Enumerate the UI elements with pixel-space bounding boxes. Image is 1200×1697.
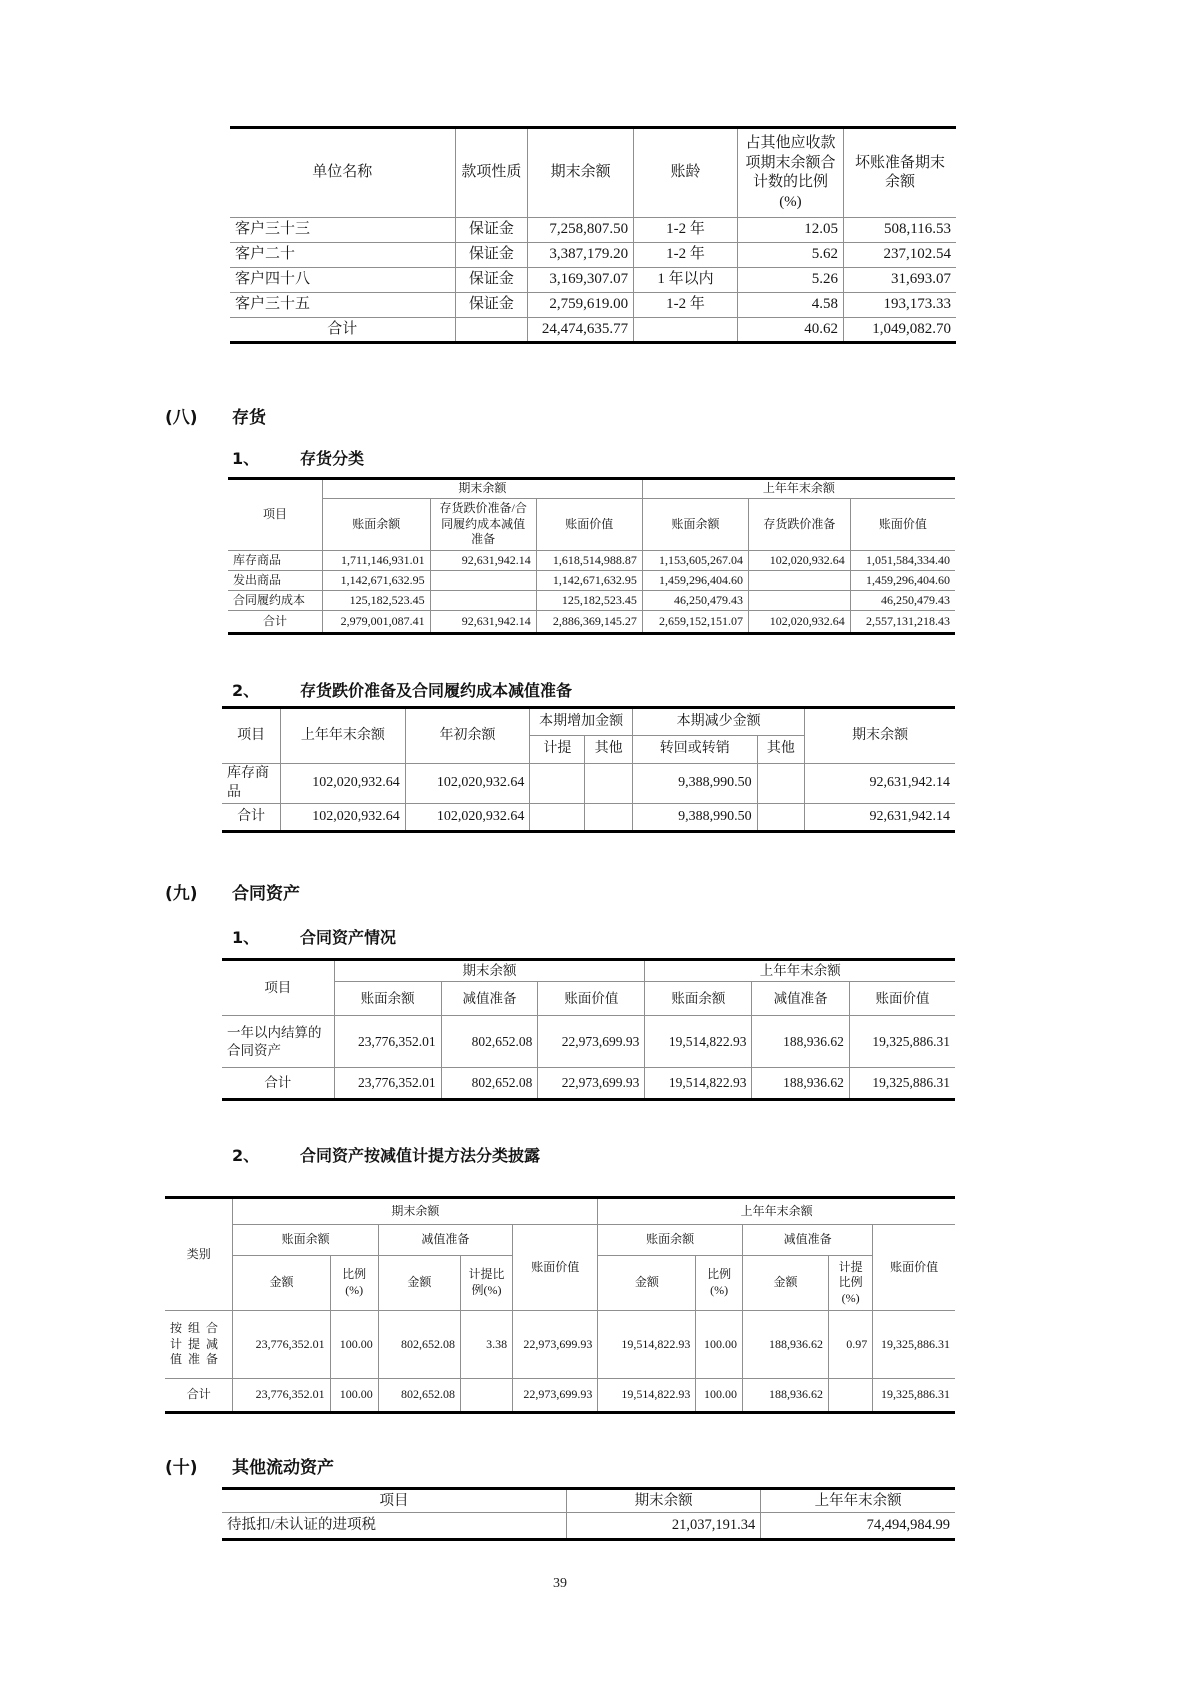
header-cell: 项目 xyxy=(228,479,323,551)
header-cell: 单位名称 xyxy=(230,128,455,218)
header-cell: 账面价值 xyxy=(873,1225,955,1311)
header-cell: 期末余额 xyxy=(805,708,955,764)
header-cell: 比例(%) xyxy=(330,1256,378,1311)
data-cell: 92,631,942.14 xyxy=(430,611,536,634)
data-cell: 保证金 xyxy=(455,293,528,318)
subsection-title: 存货分类 xyxy=(300,449,365,468)
header-cell: 账面价值 xyxy=(538,982,645,1016)
data-cell: 19,325,886.31 xyxy=(849,1016,955,1068)
data-cell: 46,250,479.43 xyxy=(850,591,955,611)
table-row xyxy=(230,218,956,243)
data-cell: 2,886,369,145.27 xyxy=(536,611,642,634)
other-receivables-table xyxy=(230,126,956,344)
table-header-row xyxy=(228,479,955,499)
subsection-number: 1、 xyxy=(232,928,260,947)
data-cell: 0.97 xyxy=(829,1311,873,1379)
header-group-cell: 账面余额 xyxy=(598,1225,743,1256)
data-cell: 92,631,942.14 xyxy=(805,804,955,832)
header-group-cell: 期末余额 xyxy=(233,1198,598,1225)
data-cell: 5.26 xyxy=(737,268,843,293)
data-cell: 74,494,984.99 xyxy=(761,1513,955,1540)
data-cell: 23,776,352.01 xyxy=(233,1311,330,1379)
data-cell: 2,759,619.00 xyxy=(528,293,634,318)
header-cell: 其他 xyxy=(585,736,633,764)
subsection-title: 存货跌价准备及合同履约成本减值准备 xyxy=(300,681,573,700)
data-cell xyxy=(757,804,805,832)
data-cell: 1,153,605,267.04 xyxy=(642,551,748,571)
header-cell: 账面余额 xyxy=(642,499,748,551)
data-cell xyxy=(455,318,528,343)
data-cell: 102,020,932.64 xyxy=(749,611,851,634)
data-cell xyxy=(430,591,536,611)
table-row xyxy=(230,293,956,318)
section-8-1-heading xyxy=(232,449,364,469)
header-group-cell: 账面余额 xyxy=(233,1225,378,1256)
header-cell: 坏账准备期末余额 xyxy=(843,128,956,218)
data-cell: 23,776,352.01 xyxy=(334,1068,441,1100)
header-group-cell: 本期减少金额 xyxy=(632,708,804,736)
section-8-heading xyxy=(165,408,266,429)
data-cell: 1,711,146,931.01 xyxy=(323,551,431,571)
data-cell: 保证金 xyxy=(455,268,528,293)
header-cell: 占其他应收款项期末余额合计数的比例(%) xyxy=(737,128,843,218)
data-cell xyxy=(757,764,805,804)
section-number: (十) xyxy=(165,1458,198,1478)
data-cell: 19,325,886.31 xyxy=(849,1068,955,1100)
subsection-title: 合同资产情况 xyxy=(300,928,397,947)
data-cell: 22,973,699.93 xyxy=(513,1379,598,1413)
inventory-classification-grid xyxy=(228,477,955,635)
data-cell: 19,514,822.93 xyxy=(645,1016,752,1068)
header-cell: 其他 xyxy=(757,736,805,764)
other-receivables-table-grid xyxy=(230,126,956,344)
section-title: 其他流动资产 xyxy=(232,1458,334,1478)
header-cell: 减值准备 xyxy=(441,982,538,1016)
table-row xyxy=(228,571,955,591)
data-cell: 1,142,671,632.95 xyxy=(536,571,642,591)
data-cell: 188,936.62 xyxy=(742,1379,828,1413)
table-header-row xyxy=(165,1198,955,1225)
data-cell: 发出商品 xyxy=(228,571,323,591)
other-current-assets-grid xyxy=(222,1487,955,1541)
data-cell: 合同履约成本 xyxy=(228,591,323,611)
data-cell: 237,102.54 xyxy=(843,243,956,268)
inventory-provision-grid xyxy=(222,706,955,833)
header-group-cell: 减值准备 xyxy=(378,1225,512,1256)
contract-disclosure-table xyxy=(165,1196,955,1414)
header-group-cell: 上年年末余额 xyxy=(598,1198,955,1225)
header-cell: 账面价值 xyxy=(536,499,642,551)
data-cell: 1 年以内 xyxy=(634,268,738,293)
header-group-cell: 减值准备 xyxy=(742,1225,872,1256)
data-cell: 508,116.53 xyxy=(843,218,956,243)
data-cell: 92,631,942.14 xyxy=(805,764,955,804)
data-cell: 一年以内结算的合同资产 xyxy=(222,1016,334,1068)
section-9-2-heading xyxy=(232,1146,540,1166)
section-number: (八) xyxy=(165,408,198,428)
data-cell: 31,693.07 xyxy=(843,268,956,293)
data-cell xyxy=(829,1379,873,1413)
table-total-row xyxy=(222,804,955,832)
data-cell xyxy=(460,1379,512,1413)
data-cell: 合计 xyxy=(222,804,281,832)
data-cell: 合计 xyxy=(230,318,455,343)
header-cell: 项目 xyxy=(222,1489,567,1513)
data-cell: 23,776,352.01 xyxy=(233,1379,330,1413)
table-row xyxy=(228,551,955,571)
header-cell: 上年年末余额 xyxy=(281,708,406,764)
data-cell: 102,020,932.64 xyxy=(749,551,851,571)
header-cell: 账面余额 xyxy=(645,982,752,1016)
table-row xyxy=(222,1016,955,1068)
header-cell: 转回或转销 xyxy=(632,736,757,764)
data-cell: 客户二十 xyxy=(230,243,455,268)
table-row xyxy=(230,243,956,268)
data-cell: 19,514,822.93 xyxy=(598,1379,696,1413)
header-cell: 金额 xyxy=(598,1256,696,1311)
data-cell: 19,514,822.93 xyxy=(598,1311,696,1379)
table-header-row xyxy=(222,708,955,736)
data-cell: 19,325,886.31 xyxy=(873,1379,955,1413)
header-group-cell: 期末余额 xyxy=(334,960,645,982)
data-cell: 21,037,191.34 xyxy=(567,1513,761,1540)
data-cell: 19,514,822.93 xyxy=(645,1068,752,1100)
data-cell: 188,936.62 xyxy=(742,1311,828,1379)
data-cell: 2,557,131,218.43 xyxy=(850,611,955,634)
table-row xyxy=(222,764,955,804)
data-cell: 92,631,942.14 xyxy=(430,551,536,571)
section-10-heading xyxy=(165,1458,334,1479)
header-cell: 比例(%) xyxy=(696,1256,743,1311)
contract-disclosure-grid xyxy=(165,1196,955,1414)
header-cell: 计提 xyxy=(530,736,585,764)
header-cell: 期末余额 xyxy=(528,128,634,218)
data-cell: 100.00 xyxy=(696,1379,743,1413)
data-cell: 193,173.33 xyxy=(843,293,956,318)
inventory-classification-table xyxy=(228,477,955,635)
data-cell: 库存商品 xyxy=(222,764,281,804)
data-cell: 102,020,932.64 xyxy=(281,764,406,804)
section-8-2-heading xyxy=(232,681,572,701)
other-current-assets-table xyxy=(222,1487,955,1541)
table-row xyxy=(230,268,956,293)
table-total-row xyxy=(228,611,955,634)
data-cell: 2,659,152,151.07 xyxy=(642,611,748,634)
data-cell: 1,459,296,404.60 xyxy=(642,571,748,591)
data-cell xyxy=(430,571,536,591)
data-cell xyxy=(530,764,585,804)
data-cell: 4.58 xyxy=(737,293,843,318)
data-cell: 22,973,699.93 xyxy=(538,1016,645,1068)
data-cell: 合计 xyxy=(165,1379,233,1413)
subsection-title: 合同资产按减值计提方法分类披露 xyxy=(300,1146,541,1165)
page-number: 39 xyxy=(553,1576,567,1591)
table-header-row xyxy=(222,960,955,982)
data-cell: 9,388,990.50 xyxy=(632,764,757,804)
data-cell: 保证金 xyxy=(455,218,528,243)
table-total-row xyxy=(230,318,956,343)
data-cell: 2,979,001,087.41 xyxy=(323,611,431,634)
data-cell: 1-2 年 xyxy=(634,218,738,243)
header-cell: 账面余额 xyxy=(334,982,441,1016)
header-cell: 账龄 xyxy=(634,128,738,218)
data-cell: 合计 xyxy=(222,1068,334,1100)
data-cell xyxy=(530,804,585,832)
header-cell: 账面余额 xyxy=(323,499,431,551)
data-cell: 1,618,514,988.87 xyxy=(536,551,642,571)
subsection-number: 1、 xyxy=(232,449,260,468)
header-cell: 金额 xyxy=(378,1256,460,1311)
data-cell: 802,652.08 xyxy=(441,1016,538,1068)
data-cell: 125,182,523.45 xyxy=(323,591,431,611)
table-row xyxy=(228,591,955,611)
subsection-number: 2、 xyxy=(232,681,260,700)
data-cell: 802,652.08 xyxy=(441,1068,538,1100)
section-9-heading xyxy=(165,884,300,905)
header-group-cell: 本期增加金额 xyxy=(530,708,633,736)
contract-assets-grid xyxy=(222,958,955,1101)
section-title: 合同资产 xyxy=(232,884,300,904)
section-9-1-heading xyxy=(232,928,396,948)
data-cell: 125,182,523.45 xyxy=(536,591,642,611)
data-cell: 3,387,179.20 xyxy=(528,243,634,268)
data-cell: 1-2 年 xyxy=(634,243,738,268)
header-group-cell: 期末余额 xyxy=(323,479,643,499)
data-cell: 100.00 xyxy=(330,1379,378,1413)
data-cell: 5.62 xyxy=(737,243,843,268)
header-cell: 项目 xyxy=(222,960,334,1016)
data-cell: 22,973,699.93 xyxy=(513,1311,598,1379)
table-header-row xyxy=(230,128,956,218)
data-cell: 3,169,307.07 xyxy=(528,268,634,293)
data-cell: 40.62 xyxy=(737,318,843,343)
data-cell xyxy=(585,804,633,832)
data-cell: 1,459,296,404.60 xyxy=(850,571,955,591)
section-title: 存货 xyxy=(232,408,266,428)
data-cell: 9,388,990.50 xyxy=(632,804,757,832)
data-cell: 客户四十八 xyxy=(230,268,455,293)
header-cell: 上年年末余额 xyxy=(761,1489,955,1513)
table-total-row xyxy=(165,1379,955,1413)
header-cell: 期末余额 xyxy=(567,1489,761,1513)
data-cell: 1,049,082.70 xyxy=(843,318,956,343)
data-cell: 库存商品 xyxy=(228,551,323,571)
header-cell: 类别 xyxy=(165,1198,233,1311)
data-cell: 1,051,584,334.40 xyxy=(850,551,955,571)
data-cell: 1-2 年 xyxy=(634,293,738,318)
data-cell: 802,652.08 xyxy=(378,1379,460,1413)
header-cell: 年初余额 xyxy=(405,708,530,764)
data-cell: 按组合计提减值准备 xyxy=(165,1311,233,1379)
data-cell xyxy=(749,571,851,591)
data-cell xyxy=(585,764,633,804)
table-row xyxy=(222,1513,955,1540)
data-cell: 102,020,932.64 xyxy=(281,804,406,832)
data-cell xyxy=(634,318,738,343)
table-header-row xyxy=(228,499,955,551)
data-cell: 客户三十五 xyxy=(230,293,455,318)
header-cell: 计提比例(%) xyxy=(829,1256,873,1311)
contract-assets-table xyxy=(222,958,955,1101)
data-cell: 802,652.08 xyxy=(378,1311,460,1379)
data-cell: 1,142,671,632.95 xyxy=(323,571,431,591)
table-row xyxy=(165,1311,955,1379)
header-cell: 金额 xyxy=(742,1256,828,1311)
data-cell: 保证金 xyxy=(455,243,528,268)
header-cell: 账面价值 xyxy=(850,499,955,551)
inventory-provision-table xyxy=(222,706,955,833)
data-cell: 100.00 xyxy=(330,1311,378,1379)
data-cell: 合计 xyxy=(228,611,323,634)
data-cell: 19,325,886.31 xyxy=(873,1311,955,1379)
data-cell: 22,973,699.93 xyxy=(538,1068,645,1100)
subsection-number: 2、 xyxy=(232,1146,260,1165)
header-cell: 账面价值 xyxy=(513,1225,598,1311)
data-cell: 12.05 xyxy=(737,218,843,243)
data-cell: 7,258,807.50 xyxy=(528,218,634,243)
header-cell: 款项性质 xyxy=(455,128,528,218)
data-cell: 23,776,352.01 xyxy=(334,1016,441,1068)
header-cell: 存货跌价准备 xyxy=(749,499,851,551)
data-cell: 102,020,932.64 xyxy=(405,804,530,832)
data-cell xyxy=(749,591,851,611)
table-header-row xyxy=(222,1489,955,1513)
table-total-row xyxy=(222,1068,955,1100)
header-cell: 减值准备 xyxy=(752,982,849,1016)
data-cell: 24,474,635.77 xyxy=(528,318,634,343)
data-cell: 188,936.62 xyxy=(752,1068,849,1100)
data-cell: 188,936.62 xyxy=(752,1016,849,1068)
section-number: (九) xyxy=(165,884,198,904)
header-group-cell: 上年年末余额 xyxy=(642,479,955,499)
header-cell: 金额 xyxy=(233,1256,330,1311)
table-header-row xyxy=(165,1225,955,1256)
data-cell: 客户三十三 xyxy=(230,218,455,243)
header-cell: 账面价值 xyxy=(849,982,955,1016)
data-cell: 待抵扣/未认证的进项税 xyxy=(222,1513,567,1540)
header-cell: 计提比例(%) xyxy=(460,1256,512,1311)
header-cell: 存货跌价准备/合同履约成本减值准备 xyxy=(430,499,536,551)
data-cell: 3.38 xyxy=(460,1311,512,1379)
header-cell: 项目 xyxy=(222,708,281,764)
data-cell: 100.00 xyxy=(696,1311,743,1379)
header-group-cell: 上年年末余额 xyxy=(645,960,955,982)
data-cell: 102,020,932.64 xyxy=(405,764,530,804)
data-cell: 46,250,479.43 xyxy=(642,591,748,611)
